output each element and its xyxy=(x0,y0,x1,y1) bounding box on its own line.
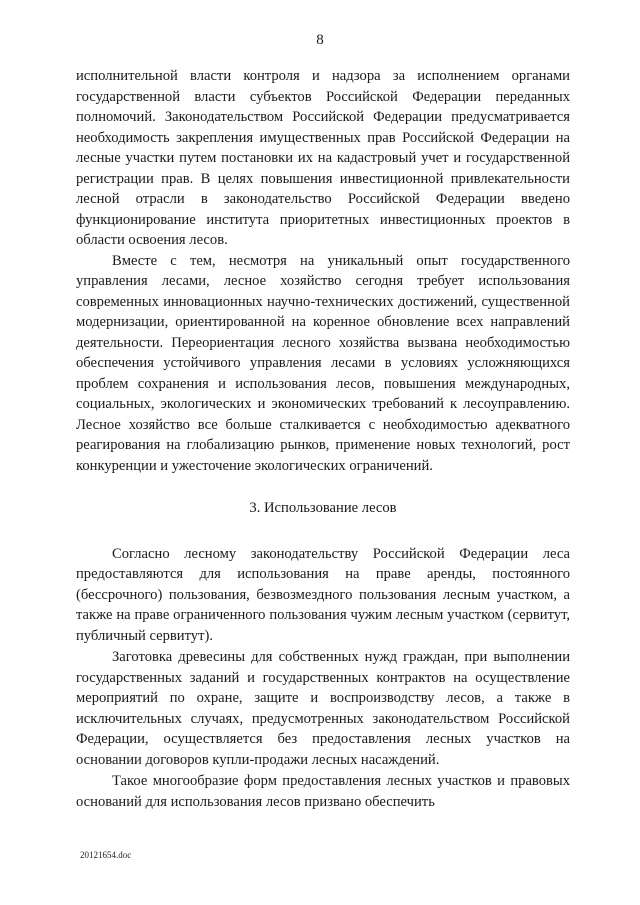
section-heading: 3. Использование лесов xyxy=(249,500,397,516)
paragraph-1: исполнительной власти контроля и надзора за исполнением органами государственной власти субъектов Российской Федерации переданных полномочий. Законодательством Российской Федерации предусматривается необходимость закрепления имущественных прав Российской Федерации на лесные участки путем постановки их на кадастровый учет и государственной регистрации прав. В целях повышения инвестиционной привлекательности лесной отрасли в законодательство Российской Федерации введено функционирование института приоритетных инвестиционных проектов в области освоения лесов. xyxy=(76,68,570,248)
paragraph-4: Заготовка древесины для собственных нужд граждан, при выполнении государственных заданий и государственных контрактов на осуществление мероприятий по охране, защите и воспроизводству лесов, а также в исключительных случаях, предусмотренных законодательством Российской Федерации, осуществляется без предоставления лесных участков на основании договоров купли-продажи лесных насаждений. xyxy=(76,649,570,768)
paragraph-5: Такое многообразие форм предоставления лесных участков и правовых оснований для использования лесов призвано обеспечить xyxy=(76,773,570,810)
paragraph-3: Согласно лесному законодательству Российской Федерации леса предоставляются для использования на праве аренды, постоянного (бессрочного) пользования, безвозмездного пользования лесным участком, а также на праве ограниченного пользования чужим лесным участком (сервитут, публичный сервитут). xyxy=(76,545,570,644)
page-number: 8 xyxy=(316,32,324,48)
paragraph-2: Вместе с тем, несмотря на уникальный опыт государственного управления лесами, лесное хозяйство сегодня требует использования современных инновационных научно-технических достижений, существенной модернизации, ориентированной на коренное обновление всех направлений деятельности. Переориентация лесного хозяйства вызвана необходимостью обеспечения устойчивого управления лесами в условиях усложняющихся проблем сохранения и использования лесов, повышения международных, социальных, экологических и экономических требований к лесоуправлению. Лесное хозяйство все больше сталкивается с необходимостью адекватного реагирования на глобализацию рынков, применение новых технологий, рост конкуренции и ужесточение экологических ограничений. xyxy=(76,252,570,474)
document-body xyxy=(76,66,570,812)
file-name-footer: 20121654.doc xyxy=(80,850,132,860)
